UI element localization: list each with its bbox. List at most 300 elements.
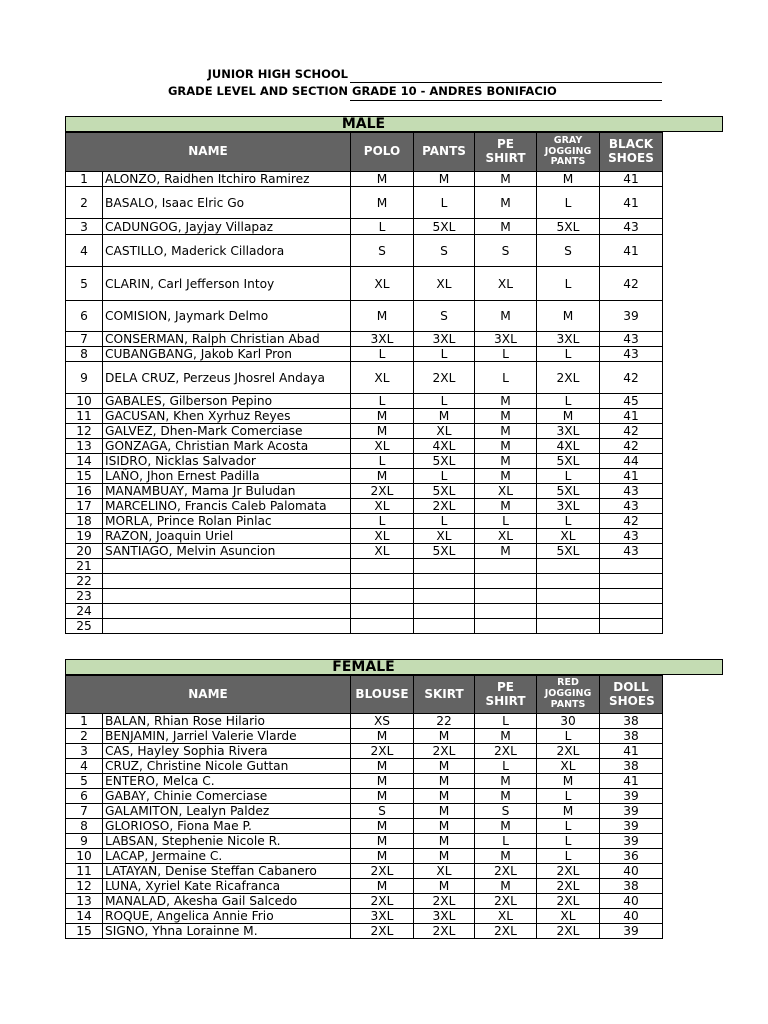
male-cell-shoes: 42 [600, 267, 663, 301]
male-cell-no: 10 [66, 394, 103, 409]
male-table-row [66, 267, 663, 301]
female-table-row [66, 879, 663, 894]
female-cell-jog: 30 [537, 714, 600, 729]
female-title: FEMALE [332, 659, 395, 675]
male-cell-no: 3 [66, 219, 103, 235]
male-cell-pe: M [475, 394, 537, 409]
female-cell-skirt: 3XL [414, 909, 475, 924]
female-cell-shoes: 40 [600, 864, 663, 879]
female-cell-name: MANALAD, Akesha Gail Salcedo [103, 894, 351, 909]
male-cell-jog: 3XL [537, 499, 600, 514]
male-table-row [66, 187, 663, 219]
female-cell-skirt: 2XL [414, 894, 475, 909]
female-cell-name: GLORIOSO, Fiona Mae P. [103, 819, 351, 834]
male-table-row [66, 439, 663, 454]
female-table-row [66, 849, 663, 864]
female-cell-blouse: 3XL [351, 909, 414, 924]
male-cell-no: 23 [66, 589, 103, 604]
female-cell-pe: XL [475, 909, 537, 924]
female-cell-blouse: M [351, 879, 414, 894]
male-cell-no: 21 [66, 559, 103, 574]
female-cell-pe: S [475, 804, 537, 819]
female-col-name: NAME [66, 676, 351, 714]
male-table-row [66, 499, 663, 514]
female-cell-blouse: XS [351, 714, 414, 729]
male-cell-polo: M [351, 469, 414, 484]
female-table-body [66, 714, 663, 939]
male-cell-pe [475, 559, 537, 574]
male-cell-pants: L [414, 394, 475, 409]
female-cell-no: 2 [66, 729, 103, 744]
male-cell-no: 11 [66, 409, 103, 424]
male-col-jogging: GRAY JOGGING PANTS [537, 133, 600, 172]
male-table-body [66, 172, 663, 634]
male-cell-pe: 3XL [475, 332, 537, 347]
male-cell-pe: M [475, 544, 537, 559]
male-cell-polo [351, 559, 414, 574]
male-cell-shoes: 43 [600, 219, 663, 235]
female-table-row [66, 834, 663, 849]
male-col-name: NAME [66, 133, 351, 172]
female-cell-shoes: 38 [600, 729, 663, 744]
male-table-row [66, 235, 663, 267]
male-col-pe-shirt: PE SHIRT [475, 133, 537, 172]
female-cell-blouse: M [351, 819, 414, 834]
male-cell-pants: S [414, 301, 475, 332]
section-value-underline [350, 100, 662, 101]
male-cell-jog: L [537, 394, 600, 409]
female-cell-pe: M [475, 774, 537, 789]
female-cell-shoes: 39 [600, 789, 663, 804]
female-cell-no: 8 [66, 819, 103, 834]
female-cell-shoes: 39 [600, 834, 663, 849]
male-cell-jog: M [537, 301, 600, 332]
male-cell-no: 25 [66, 619, 103, 634]
female-cell-no: 10 [66, 849, 103, 864]
male-cell-pants: XL [414, 267, 475, 301]
male-cell-jog: M [537, 409, 600, 424]
male-cell-jog: 5XL [537, 219, 600, 235]
female-cell-no: 15 [66, 924, 103, 939]
female-cell-jog: M [537, 774, 600, 789]
female-cell-name: CRUZ, Christine Nicole Guttan [103, 759, 351, 774]
female-cell-skirt: M [414, 834, 475, 849]
female-cell-no: 1 [66, 714, 103, 729]
female-cell-shoes: 38 [600, 714, 663, 729]
male-table-row [66, 574, 663, 589]
male-cell-pe [475, 604, 537, 619]
male-cell-shoes: 41 [600, 172, 663, 187]
male-cell-pe: M [475, 187, 537, 219]
female-cell-no: 13 [66, 894, 103, 909]
female-cell-name: BALAN, Rhian Rose Hilario [103, 714, 351, 729]
female-table-row [66, 924, 663, 939]
male-cell-jog: 4XL [537, 439, 600, 454]
female-table-row [66, 894, 663, 909]
male-cell-name: ALONZO, Raidhen Itchiro Ramirez [103, 172, 351, 187]
female-table-row [66, 864, 663, 879]
male-cell-polo: XL [351, 267, 414, 301]
male-cell-shoes: 45 [600, 394, 663, 409]
male-cell-pants [414, 619, 475, 634]
female-cell-name: GALAMITON, Lealyn Paldez [103, 804, 351, 819]
female-cell-blouse: 2XL [351, 894, 414, 909]
male-cell-pe: M [475, 454, 537, 469]
male-cell-pants: 5XL [414, 544, 475, 559]
male-cell-pe: L [475, 514, 537, 529]
male-cell-polo: 2XL [351, 484, 414, 499]
female-cell-blouse: 2XL [351, 744, 414, 759]
male-cell-pe: XL [475, 267, 537, 301]
female-cell-name: GABAY, Chinie Comerciase [103, 789, 351, 804]
male-cell-pants: XL [414, 529, 475, 544]
female-cell-name: ENTERO, Melca C. [103, 774, 351, 789]
male-cell-pe: M [475, 439, 537, 454]
male-cell-jog: 5XL [537, 484, 600, 499]
male-cell-jog: XL [537, 529, 600, 544]
male-cell-name: MARCELINO, Francis Caleb Palomata [103, 499, 351, 514]
female-col-shoes: DOLL SHOES [600, 676, 663, 714]
female-cell-blouse: M [351, 759, 414, 774]
male-cell-pe [475, 574, 537, 589]
male-cell-pants: 5XL [414, 219, 475, 235]
female-cell-blouse: M [351, 789, 414, 804]
female-col-blouse: BLOUSE [351, 676, 414, 714]
female-cell-skirt: M [414, 849, 475, 864]
section-value: GRADE 10 - ANDRES BONIFACIO [352, 84, 557, 98]
male-cell-no: 20 [66, 544, 103, 559]
male-cell-polo: XL [351, 439, 414, 454]
male-cell-shoes [600, 589, 663, 604]
male-cell-pants: 2XL [414, 499, 475, 514]
male-cell-pants [414, 559, 475, 574]
female-cell-no: 5 [66, 774, 103, 789]
female-cell-pe: L [475, 834, 537, 849]
male-cell-polo: L [351, 219, 414, 235]
male-cell-jog: L [537, 514, 600, 529]
male-cell-no: 5 [66, 267, 103, 301]
male-cell-pants: L [414, 469, 475, 484]
male-cell-pe: XL [475, 529, 537, 544]
female-table-row [66, 714, 663, 729]
female-table-row [66, 774, 663, 789]
female-cell-pe: L [475, 759, 537, 774]
male-cell-pe: M [475, 301, 537, 332]
male-table-row [66, 544, 663, 559]
male-cell-shoes: 43 [600, 347, 663, 362]
female-cell-no: 4 [66, 759, 103, 774]
male-cell-shoes [600, 604, 663, 619]
male-cell-polo: L [351, 454, 414, 469]
male-cell-pe: M [475, 172, 537, 187]
male-table-row [66, 362, 663, 394]
male-cell-no: 14 [66, 454, 103, 469]
male-cell-shoes: 43 [600, 332, 663, 347]
female-cell-pe: M [475, 849, 537, 864]
male-cell-name: DELA CRUZ, Perzeus Jhosrel Andaya [103, 362, 351, 394]
male-cell-pe: S [475, 235, 537, 267]
female-cell-skirt: M [414, 789, 475, 804]
female-cell-shoes: 39 [600, 819, 663, 834]
male-cell-pants: M [414, 409, 475, 424]
male-cell-name: CADUNGOG, Jayjay Villapaz [103, 219, 351, 235]
male-cell-no: 4 [66, 235, 103, 267]
male-cell-polo: XL [351, 499, 414, 514]
female-cell-pe: M [475, 789, 537, 804]
male-cell-pants: 5XL [414, 454, 475, 469]
male-cell-no: 17 [66, 499, 103, 514]
female-cell-shoes: 38 [600, 759, 663, 774]
male-cell-pants: S [414, 235, 475, 267]
male-table [65, 132, 663, 634]
female-cell-blouse: S [351, 804, 414, 819]
male-cell-pe [475, 619, 537, 634]
male-cell-name: GABALES, Gilberson Pepino [103, 394, 351, 409]
male-cell-name: MANAMBUAY, Mama Jr Buludan [103, 484, 351, 499]
female-cell-no: 7 [66, 804, 103, 819]
male-cell-pe: M [475, 424, 537, 439]
female-cell-skirt: M [414, 774, 475, 789]
female-cell-jog: M [537, 804, 600, 819]
female-cell-pe: M [475, 879, 537, 894]
female-cell-jog: L [537, 834, 600, 849]
female-cell-no: 12 [66, 879, 103, 894]
male-cell-pants: L [414, 514, 475, 529]
female-cell-blouse: 2XL [351, 864, 414, 879]
male-cell-pe: M [475, 469, 537, 484]
male-cell-no: 7 [66, 332, 103, 347]
male-cell-no: 15 [66, 469, 103, 484]
female-cell-pe: L [475, 714, 537, 729]
female-cell-skirt: M [414, 819, 475, 834]
male-cell-pants: M [414, 172, 475, 187]
male-cell-name: CUBANGBANG, Jakob Karl Pron [103, 347, 351, 362]
male-cell-shoes [600, 559, 663, 574]
female-cell-shoes: 40 [600, 894, 663, 909]
male-cell-polo [351, 619, 414, 634]
male-cell-name [103, 559, 351, 574]
male-cell-polo [351, 589, 414, 604]
male-cell-pe: XL [475, 484, 537, 499]
male-cell-polo: XL [351, 362, 414, 394]
female-cell-shoes: 36 [600, 849, 663, 864]
male-cell-no: 8 [66, 347, 103, 362]
male-cell-polo: S [351, 235, 414, 267]
male-cell-shoes: 43 [600, 544, 663, 559]
female-cell-blouse: M [351, 774, 414, 789]
male-table-row [66, 332, 663, 347]
male-cell-name [103, 589, 351, 604]
male-cell-jog [537, 574, 600, 589]
male-cell-polo: L [351, 347, 414, 362]
male-cell-name [103, 619, 351, 634]
male-cell-jog: L [537, 469, 600, 484]
male-table-row [66, 347, 663, 362]
female-cell-pe: 2XL [475, 924, 537, 939]
female-cell-jog: 2XL [537, 894, 600, 909]
male-cell-polo: L [351, 514, 414, 529]
male-col-polo: POLO [351, 133, 414, 172]
male-cell-pants: 4XL [414, 439, 475, 454]
female-cell-skirt: 22 [414, 714, 475, 729]
male-cell-shoes: 41 [600, 235, 663, 267]
female-table-row [66, 819, 663, 834]
male-table-row [66, 529, 663, 544]
male-cell-name: CASTILLO, Maderick Cilladora [103, 235, 351, 267]
male-cell-pe: L [475, 347, 537, 362]
female-col-pe-shirt: PE SHIRT [475, 676, 537, 714]
female-col-jogging: RED JOGGING PANTS [537, 676, 600, 714]
male-cell-shoes: 44 [600, 454, 663, 469]
male-title: MALE [341, 116, 386, 132]
female-cell-skirt: M [414, 729, 475, 744]
female-cell-no: 9 [66, 834, 103, 849]
male-cell-pe [475, 589, 537, 604]
female-cell-jog: L [537, 849, 600, 864]
male-header-row [66, 133, 663, 172]
male-cell-name: MORLA, Prince Rolan Pinlac [103, 514, 351, 529]
male-cell-shoes [600, 619, 663, 634]
male-table-row [66, 394, 663, 409]
male-cell-jog: 3XL [537, 332, 600, 347]
male-cell-polo: XL [351, 529, 414, 544]
female-cell-shoes: 41 [600, 774, 663, 789]
male-cell-pants: 5XL [414, 484, 475, 499]
male-cell-shoes: 42 [600, 424, 663, 439]
female-cell-blouse: 2XL [351, 924, 414, 939]
male-cell-pants: XL [414, 424, 475, 439]
female-cell-pe: 2XL [475, 744, 537, 759]
male-cell-shoes: 42 [600, 514, 663, 529]
male-cell-jog: 3XL [537, 424, 600, 439]
female-cell-name: BENJAMIN, Jarriel Valerie Vlarde [103, 729, 351, 744]
male-cell-name: COMISION, Jaymark Delmo [103, 301, 351, 332]
male-cell-no: 24 [66, 604, 103, 619]
female-cell-skirt: M [414, 804, 475, 819]
male-cell-name: LAÑO, Jhon Ernest Padilla [103, 469, 351, 484]
female-table-row [66, 729, 663, 744]
female-cell-pe: 2XL [475, 864, 537, 879]
female-cell-shoes: 38 [600, 879, 663, 894]
female-cell-blouse: M [351, 729, 414, 744]
female-table-row [66, 744, 663, 759]
male-cell-name: GALVEZ, Dhen-Mark Comerciase [103, 424, 351, 439]
male-cell-polo: M [351, 187, 414, 219]
female-cell-jog: 2XL [537, 744, 600, 759]
male-cell-shoes [600, 574, 663, 589]
female-table [65, 675, 663, 939]
male-cell-pants: L [414, 187, 475, 219]
male-cell-pants [414, 604, 475, 619]
male-cell-jog: L [537, 267, 600, 301]
female-cell-name: LABSAN, Stephenie Nicole R. [103, 834, 351, 849]
male-cell-polo [351, 604, 414, 619]
male-cell-no: 16 [66, 484, 103, 499]
female-cell-blouse: M [351, 834, 414, 849]
male-col-shoes: BLACK SHOES [600, 133, 663, 172]
male-cell-name: GACUSAN, Khen Xyrhuz Reyes [103, 409, 351, 424]
female-cell-skirt: 2XL [414, 744, 475, 759]
female-cell-no: 11 [66, 864, 103, 879]
male-cell-no: 22 [66, 574, 103, 589]
male-table-row [66, 454, 663, 469]
female-cell-name: ROQUE, Angelica Annie Frio [103, 909, 351, 924]
male-cell-no: 9 [66, 362, 103, 394]
male-table-row [66, 604, 663, 619]
female-cell-jog: XL [537, 759, 600, 774]
male-cell-pants: 3XL [414, 332, 475, 347]
male-cell-jog [537, 619, 600, 634]
male-cell-shoes: 42 [600, 362, 663, 394]
female-cell-pe: 2XL [475, 894, 537, 909]
male-cell-no: 1 [66, 172, 103, 187]
male-cell-shoes: 43 [600, 499, 663, 514]
female-cell-pe: M [475, 819, 537, 834]
male-cell-pe: M [475, 409, 537, 424]
female-cell-jog: 2XL [537, 924, 600, 939]
female-cell-jog: L [537, 819, 600, 834]
female-table-row [66, 789, 663, 804]
female-cell-no: 3 [66, 744, 103, 759]
male-table-row [66, 559, 663, 574]
male-cell-jog: S [537, 235, 600, 267]
school-value-underline [350, 82, 662, 83]
female-cell-shoes: 39 [600, 924, 663, 939]
male-cell-no: 12 [66, 424, 103, 439]
male-cell-no: 6 [66, 301, 103, 332]
female-cell-pe: M [475, 729, 537, 744]
male-cell-polo: M [351, 424, 414, 439]
female-cell-name: LATAYAN, Denise Steffan Cabanero [103, 864, 351, 879]
male-cell-pe: M [475, 499, 537, 514]
female-cell-jog: XL [537, 909, 600, 924]
male-cell-shoes: 43 [600, 484, 663, 499]
male-cell-shoes: 39 [600, 301, 663, 332]
female-cell-name: SIGNO, Yhna Lorainne M. [103, 924, 351, 939]
male-table-row [66, 589, 663, 604]
male-cell-pants [414, 574, 475, 589]
section-label: GRADE LEVEL AND SECTION [167, 84, 348, 98]
female-cell-shoes: 41 [600, 744, 663, 759]
female-cell-skirt: 2XL [414, 924, 475, 939]
male-cell-name: RAZON, Joaquin Uriel [103, 529, 351, 544]
female-cell-blouse: M [351, 849, 414, 864]
male-table-row [66, 484, 663, 499]
female-cell-jog: 2XL [537, 879, 600, 894]
male-cell-jog: 5XL [537, 454, 600, 469]
male-cell-polo: M [351, 301, 414, 332]
female-cell-no: 6 [66, 789, 103, 804]
male-table-row [66, 301, 663, 332]
male-cell-no: 2 [66, 187, 103, 219]
female-cell-jog: L [537, 789, 600, 804]
male-cell-shoes: 41 [600, 187, 663, 219]
male-cell-name: ISIDRO, Nicklas Salvador [103, 454, 351, 469]
female-table-row [66, 804, 663, 819]
female-table-row [66, 909, 663, 924]
male-cell-jog: L [537, 187, 600, 219]
male-cell-jog: M [537, 172, 600, 187]
male-cell-no: 18 [66, 514, 103, 529]
male-table-row [66, 409, 663, 424]
female-cell-no: 14 [66, 909, 103, 924]
male-cell-jog: L [537, 347, 600, 362]
female-cell-name: LACAP, Jermaine C. [103, 849, 351, 864]
female-table-row [66, 759, 663, 774]
male-cell-no: 13 [66, 439, 103, 454]
male-cell-pe: L [475, 362, 537, 394]
male-cell-shoes: 42 [600, 439, 663, 454]
